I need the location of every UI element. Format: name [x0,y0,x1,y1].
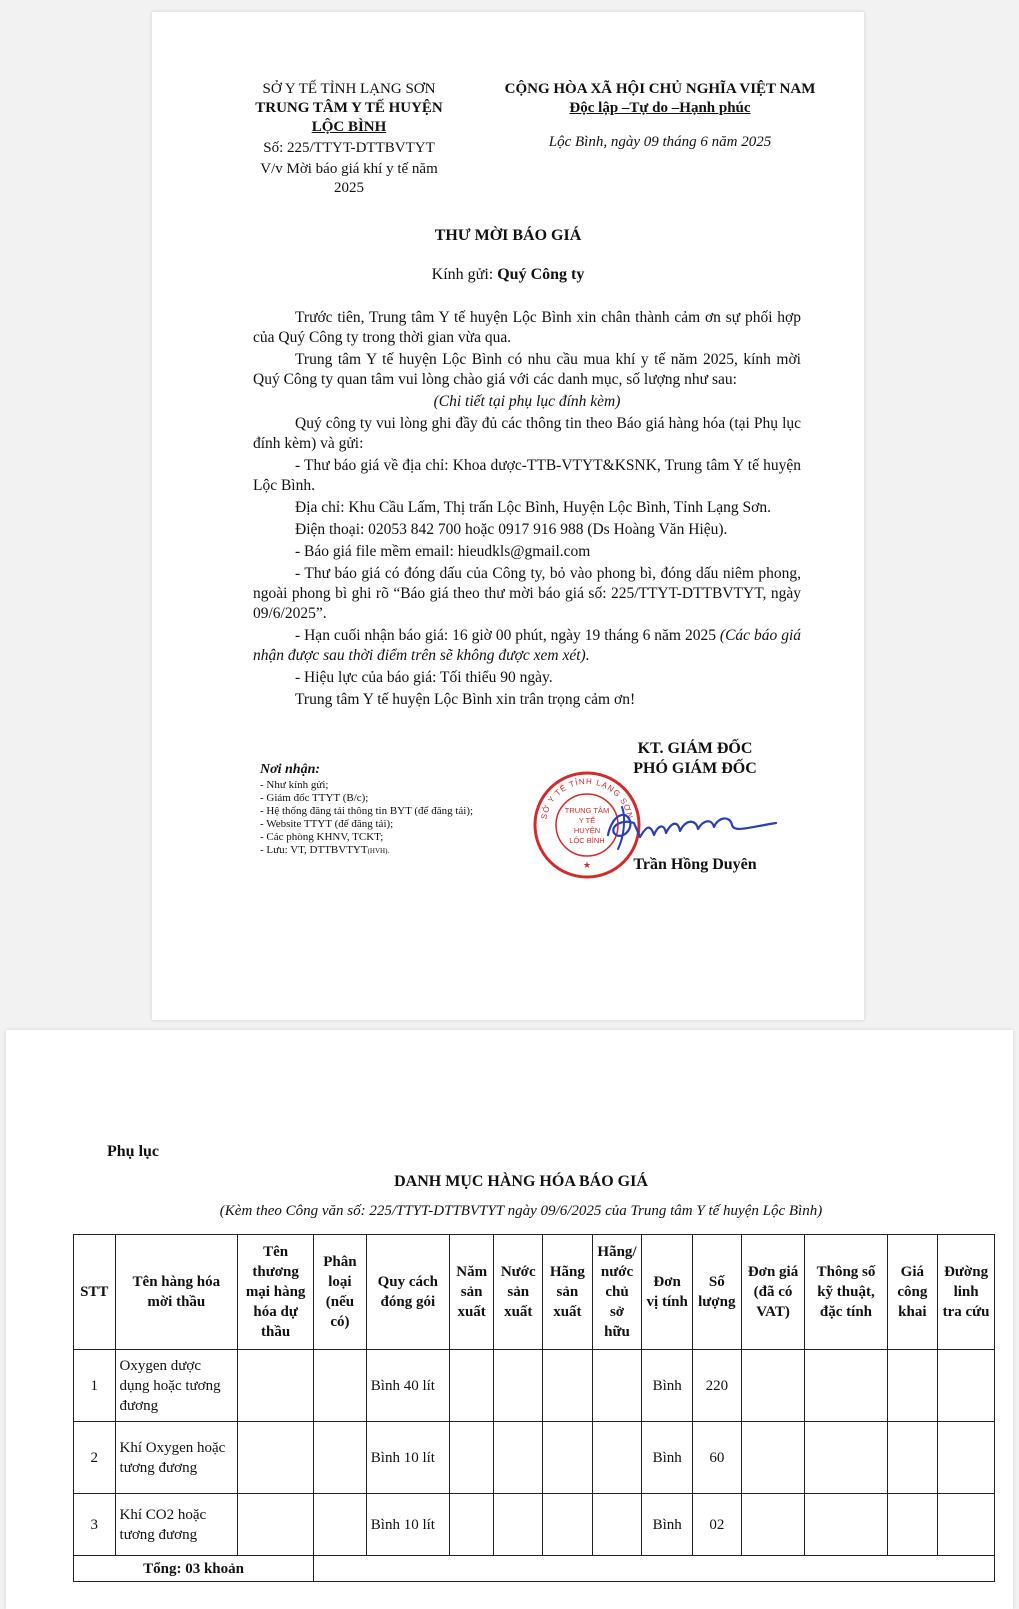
stamp-text-line4: LỘC BÌNH [569,836,605,845]
column-header: Đơn vị tính [642,1235,693,1350]
stamp-arc-text: SỞ Y TẾ TỈNH LẠNG SƠN [539,776,635,821]
column-header: Quy cách đóng gói [366,1235,449,1350]
table-row [74,1350,995,1422]
document-subject-line2: 2025 [334,180,364,196]
column-header: Giá công khai [887,1235,938,1350]
paragraph-closing: Trung tâm Y tế huyện Lộc Bình xin trân trọng cảm ơn! [295,691,636,708]
cell-empty [238,1422,314,1494]
cell-packing: Bình 10 lít [366,1494,449,1556]
paragraph-phone: Điện thoại: 02053 842 700 hoặc 0917 916 988 (Ds Hoàng Văn Hiệu). [295,521,728,538]
appendix-page [6,1030,1013,1609]
cell-empty [543,1350,593,1422]
recipient-item: - Như kính gửi; [260,779,329,791]
nation-title: CỘNG HÒA XÃ HỘI CHỦ NGHĨA VIỆT NAM [504,81,816,97]
cell-stt: 3 [74,1494,116,1556]
handwritten-signature [600,797,790,857]
archive-initials: (HVH). [367,847,390,855]
cell-empty [938,1494,995,1556]
cell-unit: Bình [642,1494,693,1556]
cell-empty [741,1494,805,1556]
paragraph-instructions: Quý công ty vui lòng ghi đầy đủ các thông tin theo Báo giá hàng hóa (tại Phụ lục đính kèm) và gửi: [253,415,801,452]
cell-goods-name: Oxygen dược dụng hoặc tương đương [115,1350,238,1422]
letter-page [152,12,864,1020]
column-header: Đường linh tra cứu [938,1235,995,1350]
greeting [152,265,864,285]
signatory-line2: PHÓ GIÁM ĐỐC [633,760,757,777]
signatory-line1: KT. GIÁM ĐỐC [637,740,753,757]
place-date: Lộc Bình, ngày 09 tháng 6 năm 2025 [548,134,772,150]
stamp-text-line1: TRUNG TÂM [564,806,610,815]
table-header-row [74,1235,995,1350]
cell-empty [887,1422,938,1494]
cell-empty [938,1422,995,1494]
goods-table [73,1234,995,1582]
deadline-note: (Các báo giá nhận được sau thời điểm trên sẽ không được xem xét). [253,627,802,664]
document-subject: V/v Mời báo giá khí y tế năm [260,161,438,177]
organization-name: TRUNG TÂM Y TẾ HUYỆN [255,100,443,116]
cell-empty [592,1422,642,1494]
cell-empty [592,1494,642,1556]
cell-empty [592,1350,642,1422]
recipient-item: - Website TTYT (để đăng tải); [260,818,394,830]
column-header: Số lượng [693,1235,742,1350]
table-row [74,1494,995,1556]
cell-empty [314,1556,995,1582]
letter-body [253,308,801,710]
letter-title: THƯ MỜI BÁO GIÁ [434,227,582,244]
signatory-name: Trần Hồng Duyên [633,856,757,873]
column-header: Phân loại (nếu có) [314,1235,367,1350]
total-row [74,1556,995,1582]
recipient-item: - Giám đốc TTYT (B/c); [260,792,369,804]
cell-empty [887,1350,938,1422]
cell-empty [938,1350,995,1422]
table-row [74,1422,995,1494]
cell-quantity: 60 [693,1422,742,1494]
recipient-item: - Các phòng KHNV, TCKT; [260,831,384,843]
appendix-title: DANH MỤC HÀNG HÓA BÁO GIÁ [394,1173,648,1190]
paragraph-request: Trung tâm Y tế huyện Lộc Bình có nhu cầu mua khí y tế năm 2025, kính mời Quý Công ty quan tâm vui lòng chào giá với các danh mục, số lượng như sau: [253,351,801,388]
cell-empty [494,1422,543,1494]
cell-unit: Bình [642,1350,693,1422]
stamp-text-line2: Y TẾ [578,816,596,825]
cell-unit: Bình [642,1422,693,1494]
column-header: Đơn giá (đã có VAT) [741,1235,805,1350]
appendix-note: (Chi tiết tại phụ lục đính kèm) [433,393,621,410]
column-header: Tên thương mại hàng hóa dự thầu [238,1235,314,1350]
stamp-text-line3: HUYỆN [573,826,601,835]
cell-empty [543,1422,593,1494]
paragraph-validity: - Hiệu lực của báo giá: Tối thiểu 90 ngày. [295,669,553,686]
cell-empty [741,1350,805,1422]
cell-goods-name: Khí CO2 hoặc tương đương [115,1494,238,1556]
cell-empty [314,1350,367,1422]
cell-quantity: 220 [693,1350,742,1422]
cell-packing: Bình 40 lít [366,1350,449,1422]
archive-text: - Lưu: VT, DTTBVTYT [260,844,368,856]
cell-quantity: 02 [693,1494,742,1556]
recipient-item: - Hệ thống đăng tải thông tin BYT (để đăng tải); [260,805,474,817]
paragraph-address-to: - Thư báo giá về địa chỉ: Khoa dược-TTB-VTYT&KSNK, Trung tâm Y tế huyện Lộc Bình. [253,457,801,494]
cell-empty [494,1350,543,1422]
cell-empty [805,1350,887,1422]
national-block [470,80,850,152]
column-header: STT [74,1235,116,1350]
issuer-block [234,80,464,198]
column-header: Hãng/ nước chủ sở hữu [592,1235,642,1350]
organization-name-line2: LỘC BÌNH [311,119,387,135]
cell-goods-name: Khí Oxygen hoặc tương đương [115,1422,238,1494]
cell-empty [238,1350,314,1422]
national-motto: Độc lập –Tự do –Hạnh phúc [569,100,751,116]
greeting-recipient: Quý Công ty [497,266,585,283]
cell-stt: 1 [74,1350,116,1422]
cell-empty [449,1494,494,1556]
column-header: Thông số kỹ thuật, đặc tính [805,1235,887,1350]
cell-empty [543,1494,593,1556]
paragraph-deadline [253,626,801,666]
total-label: Tổng: 03 khoản [74,1556,314,1582]
cell-empty [741,1422,805,1494]
cell-stt: 2 [74,1422,116,1494]
cell-packing: Bình 10 lít [366,1422,449,1494]
appendix-label: Phụ lục [107,1143,160,1160]
cell-empty [314,1494,367,1556]
column-header: Năm sản xuất [449,1235,494,1350]
cell-empty [494,1494,543,1556]
paragraph-thanks: Trước tiên, Trung tâm Y tế huyện Lộc Bình xin chân thành cảm ơn sự phối hợp của Quý Công ty trong thời gian vừa qua. [253,309,801,346]
recipient-item-archive [260,844,540,858]
cell-empty [449,1350,494,1422]
paragraph-email: - Báo giá file mềm email: hieudkls@gmail.com [295,543,591,560]
recipients-title: Nơi nhận: [260,762,321,777]
column-header: Tên hàng hóa mời thầu [115,1235,238,1350]
cell-empty [314,1422,367,1494]
paragraph-envelope: - Thư báo giá có đóng dấu của Công ty, bỏ vào phong bì, đóng dấu niêm phong, ngoài phong bì ghi rõ “Báo giá theo thư mời báo giá số: 225/TTYT-DTTBVTYT, ngày 09/6/2025”. [253,565,801,622]
cell-empty [449,1422,494,1494]
cell-empty [805,1494,887,1556]
paragraph-address: Địa chỉ: Khu Cầu Lấm, Thị trấn Lộc Bình, Huyện Lộc Bình, Tỉnh Lạng Sơn. [295,499,771,516]
cell-empty [887,1494,938,1556]
recipients-block [260,761,540,858]
stamp-star: ★ [582,860,592,870]
cell-empty [805,1422,887,1494]
cell-empty [238,1494,314,1556]
appendix-subtitle: (Kèm theo Công văn số: 225/TTYT-DTTBVTYT ngày 09/6/2025 của Trung tâm Y tế huyện Lộc Bình) [219,1203,823,1219]
document-number: Số: 225/TTYT-DTTBVTYT [263,140,435,156]
department-name: SỞ Y TẾ TỈNH LẠNG SƠN [262,81,436,97]
column-header: Hãng sản xuất [543,1235,593,1350]
column-header: Nước sản xuất [494,1235,543,1350]
greeting-prefix: Kính gửi: [431,266,494,283]
deadline-text: - Hạn cuối nhận báo giá: 16 giờ 00 phút, ngày 19 tháng 6 năm 2025 [295,627,716,644]
